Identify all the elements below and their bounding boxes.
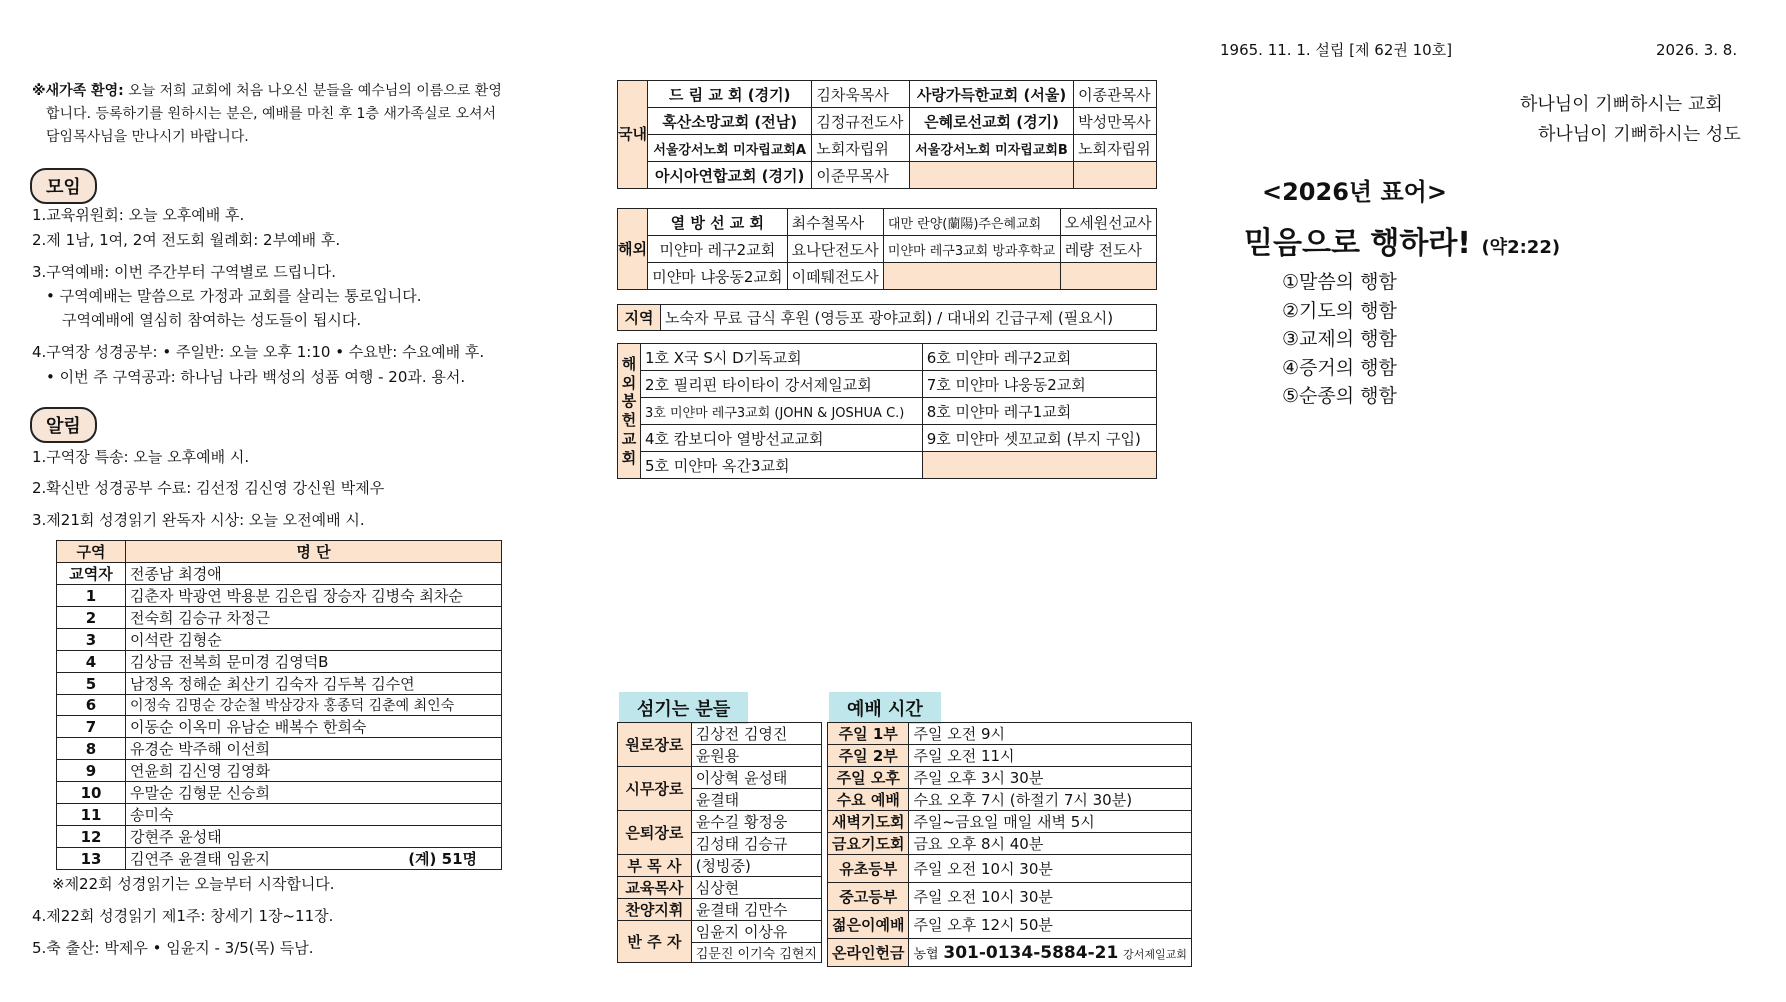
slogan-item: ①말씀의 행함 [1282, 271, 1397, 293]
table-cell: 김상전 김영진 [691, 723, 821, 745]
total-count: (계) 51명 [408, 850, 477, 868]
gathering-item-3-note: • 구역예배는 말씀으로 가정과 교회를 살리는 통로입니다. [46, 287, 422, 305]
table-row [618, 305, 1157, 331]
table-cell: 사랑가득한교회 (서울) [909, 81, 1073, 108]
table-cell: 7호 미얀마 냐웅동2교회 [922, 371, 1156, 398]
table-cell: 남정옥 정해순 최산기 김숙자 김두복 김수연 [126, 673, 502, 695]
table-cell: 유경순 박주해 이선희 [126, 738, 502, 760]
overseas-mission-table [617, 208, 1157, 290]
table-cell: 13 [57, 848, 126, 870]
welcome-notice [32, 80, 562, 149]
slogan-item: ③교제의 행함 [1282, 328, 1397, 350]
overseas-label: 해외 [618, 209, 648, 290]
table-cell: 박성만목사 [1074, 108, 1157, 135]
table-cell: 김차욱목사 [812, 81, 910, 108]
table-cell: 주일 오전 11시 [909, 745, 1191, 767]
table-cell: 12 [57, 826, 126, 848]
table-cell: 4 [57, 651, 126, 673]
table-cell: 젊은이예배 [828, 911, 909, 939]
table-row [618, 921, 822, 943]
table-cell: 우말순 김형문 신승희 [126, 782, 502, 804]
table-row [828, 789, 1192, 811]
gathering-item-1: 1.교육위원회: 오늘 오후예배 후. [32, 206, 245, 224]
table-cell: 부 목 사 [618, 855, 692, 877]
table-cell: 은혜로선교회 (경기) [909, 108, 1073, 135]
table-cell: 주일~금요일 매일 새벽 5시 [909, 811, 1191, 833]
notice-after-1: ※제22회 성경읽기는 오늘부터 시작합니다. [52, 875, 335, 893]
table-row [828, 811, 1192, 833]
table-cell: 시무장로 [618, 767, 692, 811]
welcome-line3: 담임목사님을 만나시기 바랍니다. [46, 129, 249, 145]
table-cell: 6 [57, 695, 126, 716]
table-row [618, 811, 822, 833]
table-cell: 연윤희 김신영 김영화 [126, 760, 502, 782]
table-cell: 8 [57, 738, 126, 760]
table-cell: 이석란 김형순 [126, 629, 502, 651]
table-cell: 4호 캄보디아 열방선교교회 [641, 425, 923, 452]
table-row [618, 398, 1157, 425]
table-cell: 교육목사 [618, 877, 692, 899]
region-table [617, 304, 1157, 331]
table-cell: 레량 전도사 [1060, 236, 1156, 263]
welcome-line1: 오늘 저희 교회에 처음 나오신 분들을 예수님의 이름으로 환영 [128, 83, 502, 99]
motto-line2: 하나님이 기뻐하시는 성도 [1538, 124, 1741, 145]
offering-churches-table [617, 343, 1157, 479]
slogan-ref: (약2:22) [1481, 237, 1561, 258]
worship-table [827, 722, 1192, 967]
servers-heading: 섬기는 분들 [619, 692, 748, 724]
region-label: 지역 [618, 305, 661, 331]
founded-info: 1965. 11. 1. 설립 [제 62권 10호] [1220, 41, 1453, 59]
table-cell: 이정숙 김명순 강순철 박삼강자 홍종덕 김춘예 최인숙 [126, 695, 502, 716]
gathering-item-4-note: • 이번 주 구역공과: 하나님 나라 백성의 성품 여행 - 20과. 용서. [46, 368, 466, 386]
table-row [618, 767, 822, 789]
notice-item-4: 4.제22회 성경읽기 제1주: 창세기 1장~11장. [32, 907, 334, 925]
gathering-item-2: 2.제 1남, 1여, 2여 전도회 월례회: 2부예배 후. [32, 231, 341, 249]
table-row [618, 425, 1157, 452]
table-cell: 주일 오후 [828, 767, 909, 789]
table-cell: 전종남 최경애 [126, 563, 502, 585]
table-cell: 열 방 선 교 회 [647, 209, 787, 236]
table-cell: 유초등부 [828, 855, 909, 883]
table-cell: 온라인헌금 [828, 939, 909, 967]
table-row [618, 723, 822, 745]
table-cell [1060, 263, 1156, 290]
table-cell: 7 [57, 716, 126, 738]
table-cell: 3 [57, 629, 126, 651]
table-cell: 이상혁 윤성태 [691, 767, 821, 789]
table-cell: 9 [57, 760, 126, 782]
table-cell [883, 263, 1060, 290]
table-row [828, 855, 1192, 883]
table-cell: 은퇴장로 [618, 811, 692, 855]
table-cell: 새벽기도회 [828, 811, 909, 833]
table-cell: 이종관목사 [1074, 81, 1157, 108]
table-cell: 김춘자 박광연 박용분 김은립 장승자 김병숙 최차순 [126, 585, 502, 607]
table-cell: 윤결태 [691, 789, 821, 811]
table-cell: 1 [57, 585, 126, 607]
table-cell: 주일 1부 [828, 723, 909, 745]
table-row [57, 673, 502, 695]
table-row [828, 745, 1192, 767]
table-cell: 미얀마 레구2교회 [647, 236, 787, 263]
table-cell: 드 림 교 회 (경기) [647, 81, 811, 108]
gathering-item-3: 3.구역예배: 이번 주간부터 구역별로 드립니다. [32, 263, 337, 281]
table-cell: 아시아연합교회 (경기) [647, 162, 811, 189]
table-cell: 윤원용 [691, 745, 821, 767]
slogan-item: ④증거의 행함 [1282, 356, 1397, 379]
table-row [828, 939, 1192, 967]
table-row [618, 209, 1157, 236]
table-cell: 5호 미얀마 옥간3교회 [641, 452, 923, 479]
bulletin-date: 2026. 3. 8. [1656, 41, 1738, 59]
table-cell: 2호 필리핀 타이타이 강서제일교회 [641, 371, 923, 398]
table-row [57, 804, 502, 826]
table-cell: 김정규전도사 [812, 108, 910, 135]
bank-name: 농협 [913, 946, 939, 962]
offering-label: 해외봉헌교회 [618, 344, 641, 479]
notice-item-3: 3.제21회 성경읽기 완독자 시상: 오늘 오전예배 시. [32, 511, 365, 529]
table-row [57, 826, 502, 848]
table-cell: 이동순 이옥미 유남순 배복수 한희숙 [126, 716, 502, 738]
table-row [828, 911, 1192, 939]
slogan-item: ②기도의 행함 [1282, 299, 1397, 322]
table-cell: 금요 오후 8시 40분 [909, 833, 1191, 855]
notice-item-1: 1.구역장 특송: 오늘 오후예배 시. [32, 448, 250, 466]
reading-completion-table [56, 540, 502, 870]
table-cell: 김상금 전복희 문미경 김영덕B [126, 651, 502, 673]
table-cell: 전숙희 김승규 차정근 [126, 607, 502, 629]
table-cell: 혹산소망교회 (전남) [647, 108, 811, 135]
slogan-item: ⑤순종의 행함 [1282, 385, 1397, 407]
table-cell: 주일 2부 [828, 745, 909, 767]
table-row [828, 723, 1192, 745]
table-cell: 5 [57, 673, 126, 695]
table-cell: 주일 오전 9시 [909, 723, 1191, 745]
table-row [618, 371, 1157, 398]
table-cell: 서울강서노회 미자립교회A [647, 135, 811, 162]
online-offering-cell [909, 939, 1191, 967]
table-row [618, 135, 1157, 162]
table-row [57, 695, 502, 716]
table-cell: 송미숙 [126, 804, 502, 826]
names-text: 김연주 윤결태 임윤지 [130, 850, 270, 868]
table-cell: 미얀마 냐웅동2교회 [647, 263, 787, 290]
table-cell: 노회자립위 [1074, 135, 1157, 162]
table-cell: 원로장로 [618, 723, 692, 767]
table-cell: 임윤지 이상유 [691, 921, 821, 943]
slogan-text: 믿음으로 행하라! [1244, 226, 1471, 261]
table-cell: 중고등부 [828, 883, 909, 911]
table-cell: 대만 란양(蘭陽)주은혜교회 [883, 209, 1060, 236]
table-cell [922, 452, 1156, 479]
table-row [618, 81, 1157, 108]
slogan-main [1244, 218, 1560, 262]
table-cell: 2 [57, 607, 126, 629]
table-row [57, 629, 502, 651]
worship-heading: 예배 시간 [829, 692, 941, 724]
account-holder: 강서제일교회 [1123, 947, 1187, 961]
table-row [618, 263, 1157, 290]
table-cell [909, 162, 1073, 189]
table-cell: 윤결태 김만수 [691, 899, 821, 921]
domestic-label: 국내 [618, 81, 648, 189]
gathering-item-4: 4.구역장 성경공부: • 주일반: 오늘 오후 1:10 • 수요반: 수요예배 후. [32, 343, 485, 361]
table-header-names: 명 단 [126, 541, 502, 563]
table-cell: 반 주 자 [618, 921, 692, 963]
table-cell: 교역자 [57, 563, 126, 585]
table-cell: 금요기도회 [828, 833, 909, 855]
table-cell: 3호 미얀마 레구3교회 (JOHN & JOSHUA C.) [641, 398, 923, 425]
table-cell: 주일 오후 3시 30분 [909, 767, 1191, 789]
table-row [828, 883, 1192, 911]
table-row [57, 563, 502, 585]
table-row [57, 760, 502, 782]
table-row [618, 899, 822, 921]
region-text: 노숙자 무료 급식 후원 (영등포 광야교회) / 대내외 긴급구제 (필요시) [661, 305, 1157, 331]
table-row [618, 855, 822, 877]
table-cell: 최수철목사 [787, 209, 883, 236]
table-row [828, 833, 1192, 855]
table-cell: 김문진 이기숙 김현지 [691, 943, 821, 963]
table-cell: 수요 예배 [828, 789, 909, 811]
table-cell: 이준무목사 [812, 162, 910, 189]
table-row [618, 452, 1157, 479]
table-row [618, 877, 822, 899]
table-row [57, 607, 502, 629]
welcome-line2: 합니다. 등록하기를 원하시는 분은, 예배를 마친 후 1층 새가족실로 오셔서 [46, 106, 497, 122]
table-cell: 8호 미얀마 레구1교회 [922, 398, 1156, 425]
table-cell: 윤수길 황정웅 [691, 811, 821, 833]
table-row [618, 108, 1157, 135]
table-cell: 11 [57, 804, 126, 826]
account-number: 301-0134-5884-21 [943, 942, 1119, 963]
table-cell: 찬양지휘 [618, 899, 692, 921]
slogan-list [1282, 268, 1397, 411]
servers-table [617, 722, 822, 963]
table-cell: 주일 오후 12시 50분 [909, 911, 1191, 939]
table-row [618, 162, 1157, 189]
table-cell: 서울강서노회 미자립교회B [909, 135, 1073, 162]
table-cell: 1호 X국 S시 D기독교회 [641, 344, 923, 371]
table-cell: 미얀마 레구3교회 방과후학교 [883, 236, 1060, 263]
table-cell [126, 848, 502, 870]
table-cell: 김성태 김승규 [691, 833, 821, 855]
table-cell: (청빙중) [691, 855, 821, 877]
table-row [57, 651, 502, 673]
table-cell: 강현주 윤성태 [126, 826, 502, 848]
table-cell: 심상현 [691, 877, 821, 899]
notice-item-2: 2.확신반 성경공부 수료: 김선정 김신영 강신원 박제우 [32, 479, 385, 497]
table-cell: 9호 미얀마 셋꼬교회 (부지 구입) [922, 425, 1156, 452]
motto-line1: 하나님이 기뻐하시는 교회 [1520, 94, 1723, 115]
table-row [57, 738, 502, 760]
table-row [57, 848, 502, 870]
table-cell: 주일 오전 10시 30분 [909, 883, 1191, 911]
table-header-district: 구역 [57, 541, 126, 563]
table-row [618, 344, 1157, 371]
table-cell: 요나단전도사 [787, 236, 883, 263]
notice-item-5: 5.축 출산: 박제우 • 임윤지 - 3/5(목) 득남. [32, 939, 314, 957]
table-row [57, 716, 502, 738]
table-cell: 오세원선교사 [1060, 209, 1156, 236]
domestic-mission-table [617, 80, 1157, 189]
table-cell: 노회자립위 [812, 135, 910, 162]
notices-heading: 알림 [30, 407, 97, 443]
gathering-item-3-note2: 구역예배에 열심히 참여하는 성도들이 됩시다. [62, 311, 362, 329]
table-cell: 수요 오후 7시 (하절기 7시 30분) [909, 789, 1191, 811]
table-row [57, 585, 502, 607]
table-row [828, 767, 1192, 789]
table-cell: 이떼퉤전도사 [787, 263, 883, 290]
gatherings-heading: 모임 [30, 168, 97, 204]
slogan-title: <2026년 표어> [1262, 178, 1447, 206]
table-row [57, 782, 502, 804]
table-cell [1074, 162, 1157, 189]
welcome-title: ※새가족 환영: [32, 83, 124, 99]
table-cell: 6호 미얀마 레구2교회 [922, 344, 1156, 371]
table-cell: 10 [57, 782, 126, 804]
table-cell: 주일 오전 10시 30분 [909, 855, 1191, 883]
table-row [618, 236, 1157, 263]
